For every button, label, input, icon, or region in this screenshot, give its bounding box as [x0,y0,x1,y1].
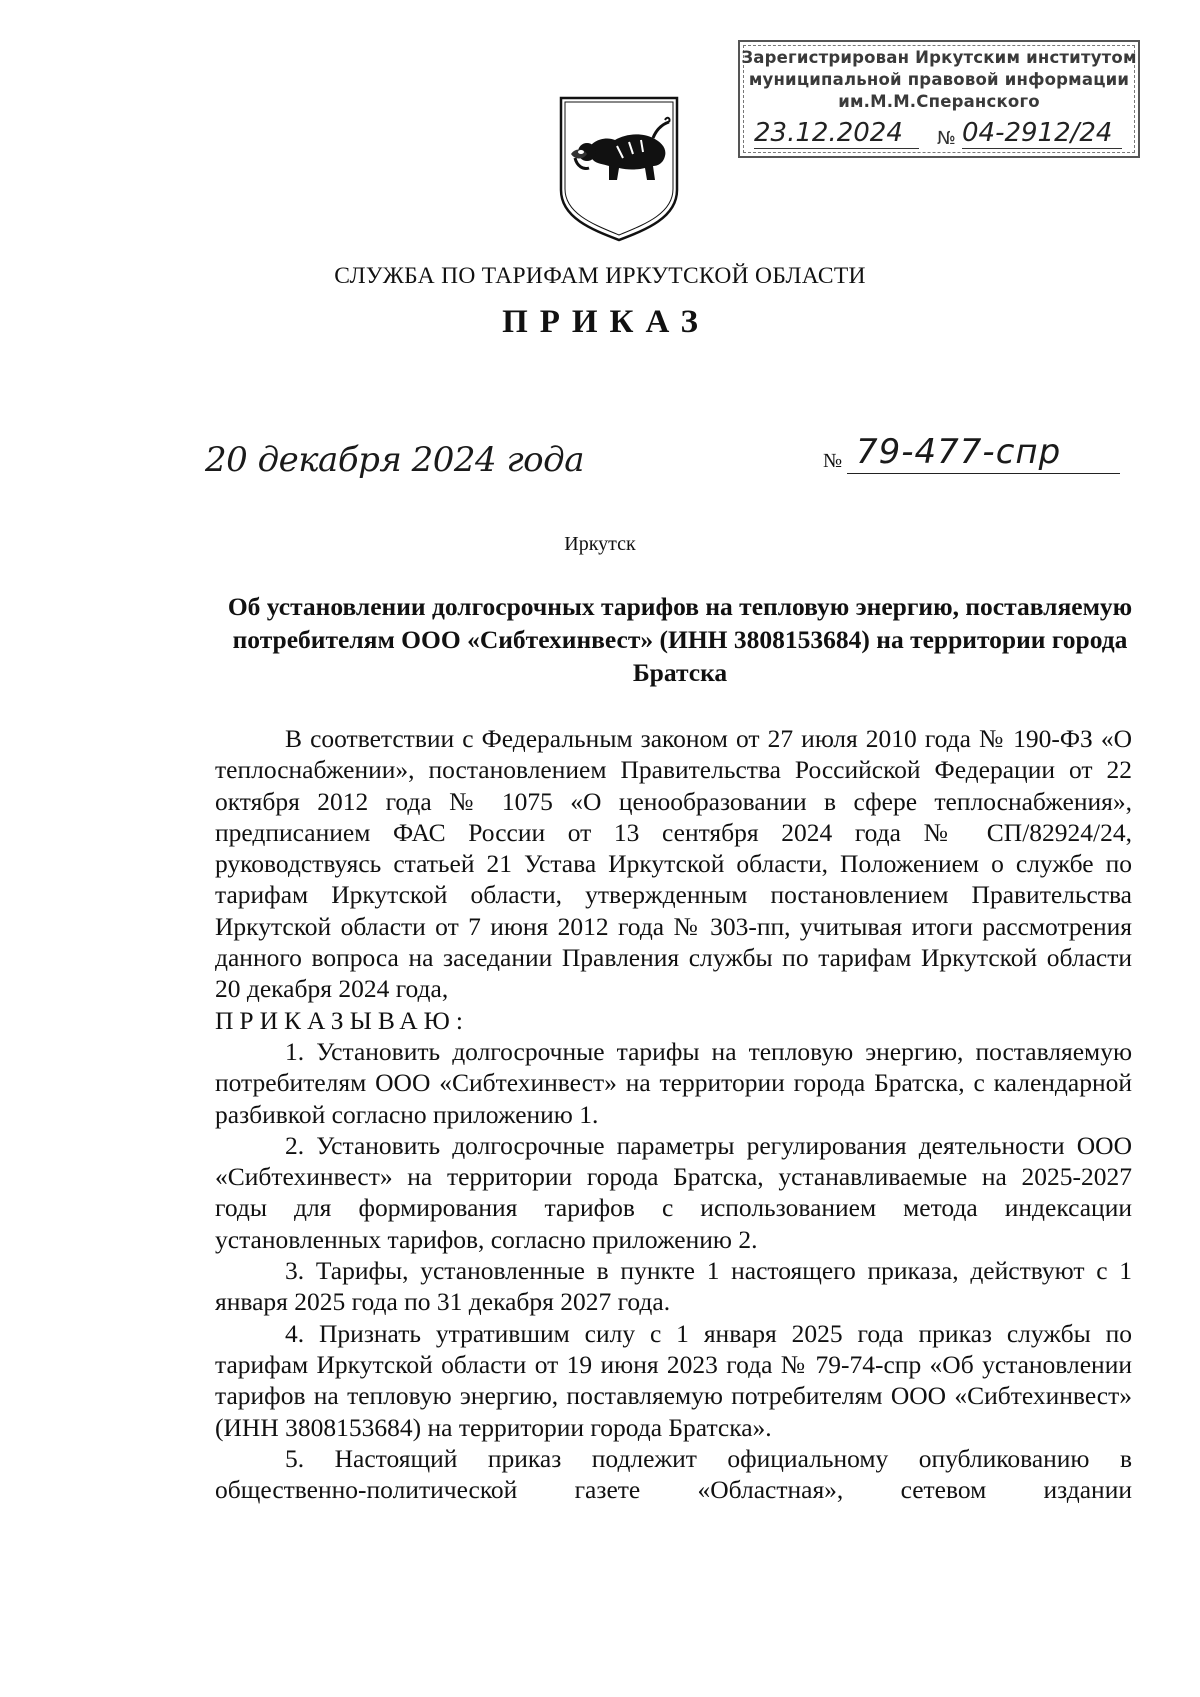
stamp-line-3: им.М.М.Сперанского [838,92,1040,111]
stamp-date-rule [754,148,919,149]
order-number-label: № [823,450,843,472]
order-number-rule [847,473,1120,474]
stamp-handwritten-date: 23.12.2024 [754,118,903,148]
stamp-number-label: № [937,128,956,149]
document-type-title: ПРИКАЗ [502,304,710,340]
stamp-handwritten-number: 04-2912/24 [962,118,1113,148]
order-word: ПРИКАЗЫВАЮ: [215,1005,469,1035]
stamp-number-rule [962,148,1122,149]
handwritten-order-number: 79-477-спр [856,432,1062,472]
preamble-paragraph: В соответствии с Федеральным законом от 27 июля 2010 года № 190-ФЗ «О теплоснабжении», постановлением Правительства Российской Федерации от 22 октября 2012 года № 1075 «О ценообразовании в сфере теплоснабжения», предписанием ФАС России от 13 сентября 2024 года № СП/82924/24, руководствуясь статьей 21 Устава Иркутской области, Положением о службе по тарифам Иркутской области, утвержденным постановлением Правительства Иркутской области от 7 июня 2012 года № 303-пп, учитывая итоги рассмотрения данного вопроса на заседании Правления службы по тарифам Иркутской области 20 декабря 2024 года, [215,724,1132,1004]
order-item-3: 3. Тарифы, установленные в пункте 1 настоящего приказа, действуют с 1 января 2025 года по 31 декабря 2027 года. [215,1256,1132,1317]
order-item-5: 5. Настоящий приказ подлежит официальному опубликованию в общественно-политической газете «Областная», сетевом издании [215,1443,1132,1505]
stamp-line-1: Зарегистрирован Иркутским институтом [741,48,1137,67]
agency-name: СЛУЖБА ПО ТАРИФАМ ИРКУТСКОЙ ОБЛАСТИ [334,263,866,289]
stamp-line-2: муниципальной правовой информации [748,70,1130,89]
handwritten-date: 20 декабря 2024 года [205,440,584,480]
coat-of-arms-icon [557,94,681,242]
order-item-4: 4. Признать утратившим силу с 1 января 2025 года приказ службы по тарифам Иркутской области от 19 июня 2023 года № 79-74-спр «Об установлении тарифов на тепловую энергию, поставляемую потребителям ООО «Сибтехинвест» (ИНН 3808153684) на территории города Братска». [215,1318,1132,1442]
document-body [215,723,1132,1537]
order-item-1: 1. Установить долгосрочные тарифы на тепловую энергию, поставляемую потребителям ООО «Сибтехинвест» на территории города Братска, с календарной разбивкой согласно приложению 1. [215,1036,1132,1129]
city-name: Иркутск [564,533,636,555]
registration-stamp [738,40,1140,158]
order-item-2: 2. Установить долгосрочные параметры регулирования деятельности ООО «Сибтехинвест» на территории города Братска, устанавливаемые на 2025-2027 годы для формирования тарифов с использованием метода индексации установленных тарифов, согласно приложению 2. [215,1130,1132,1254]
document-heading: Об установлении долгосрочных тарифов на тепловую энергию, поставляемую потребителям ООО «Сибтехинвест» (ИНН 3808153684) на территории города Братска [227,592,1133,687]
